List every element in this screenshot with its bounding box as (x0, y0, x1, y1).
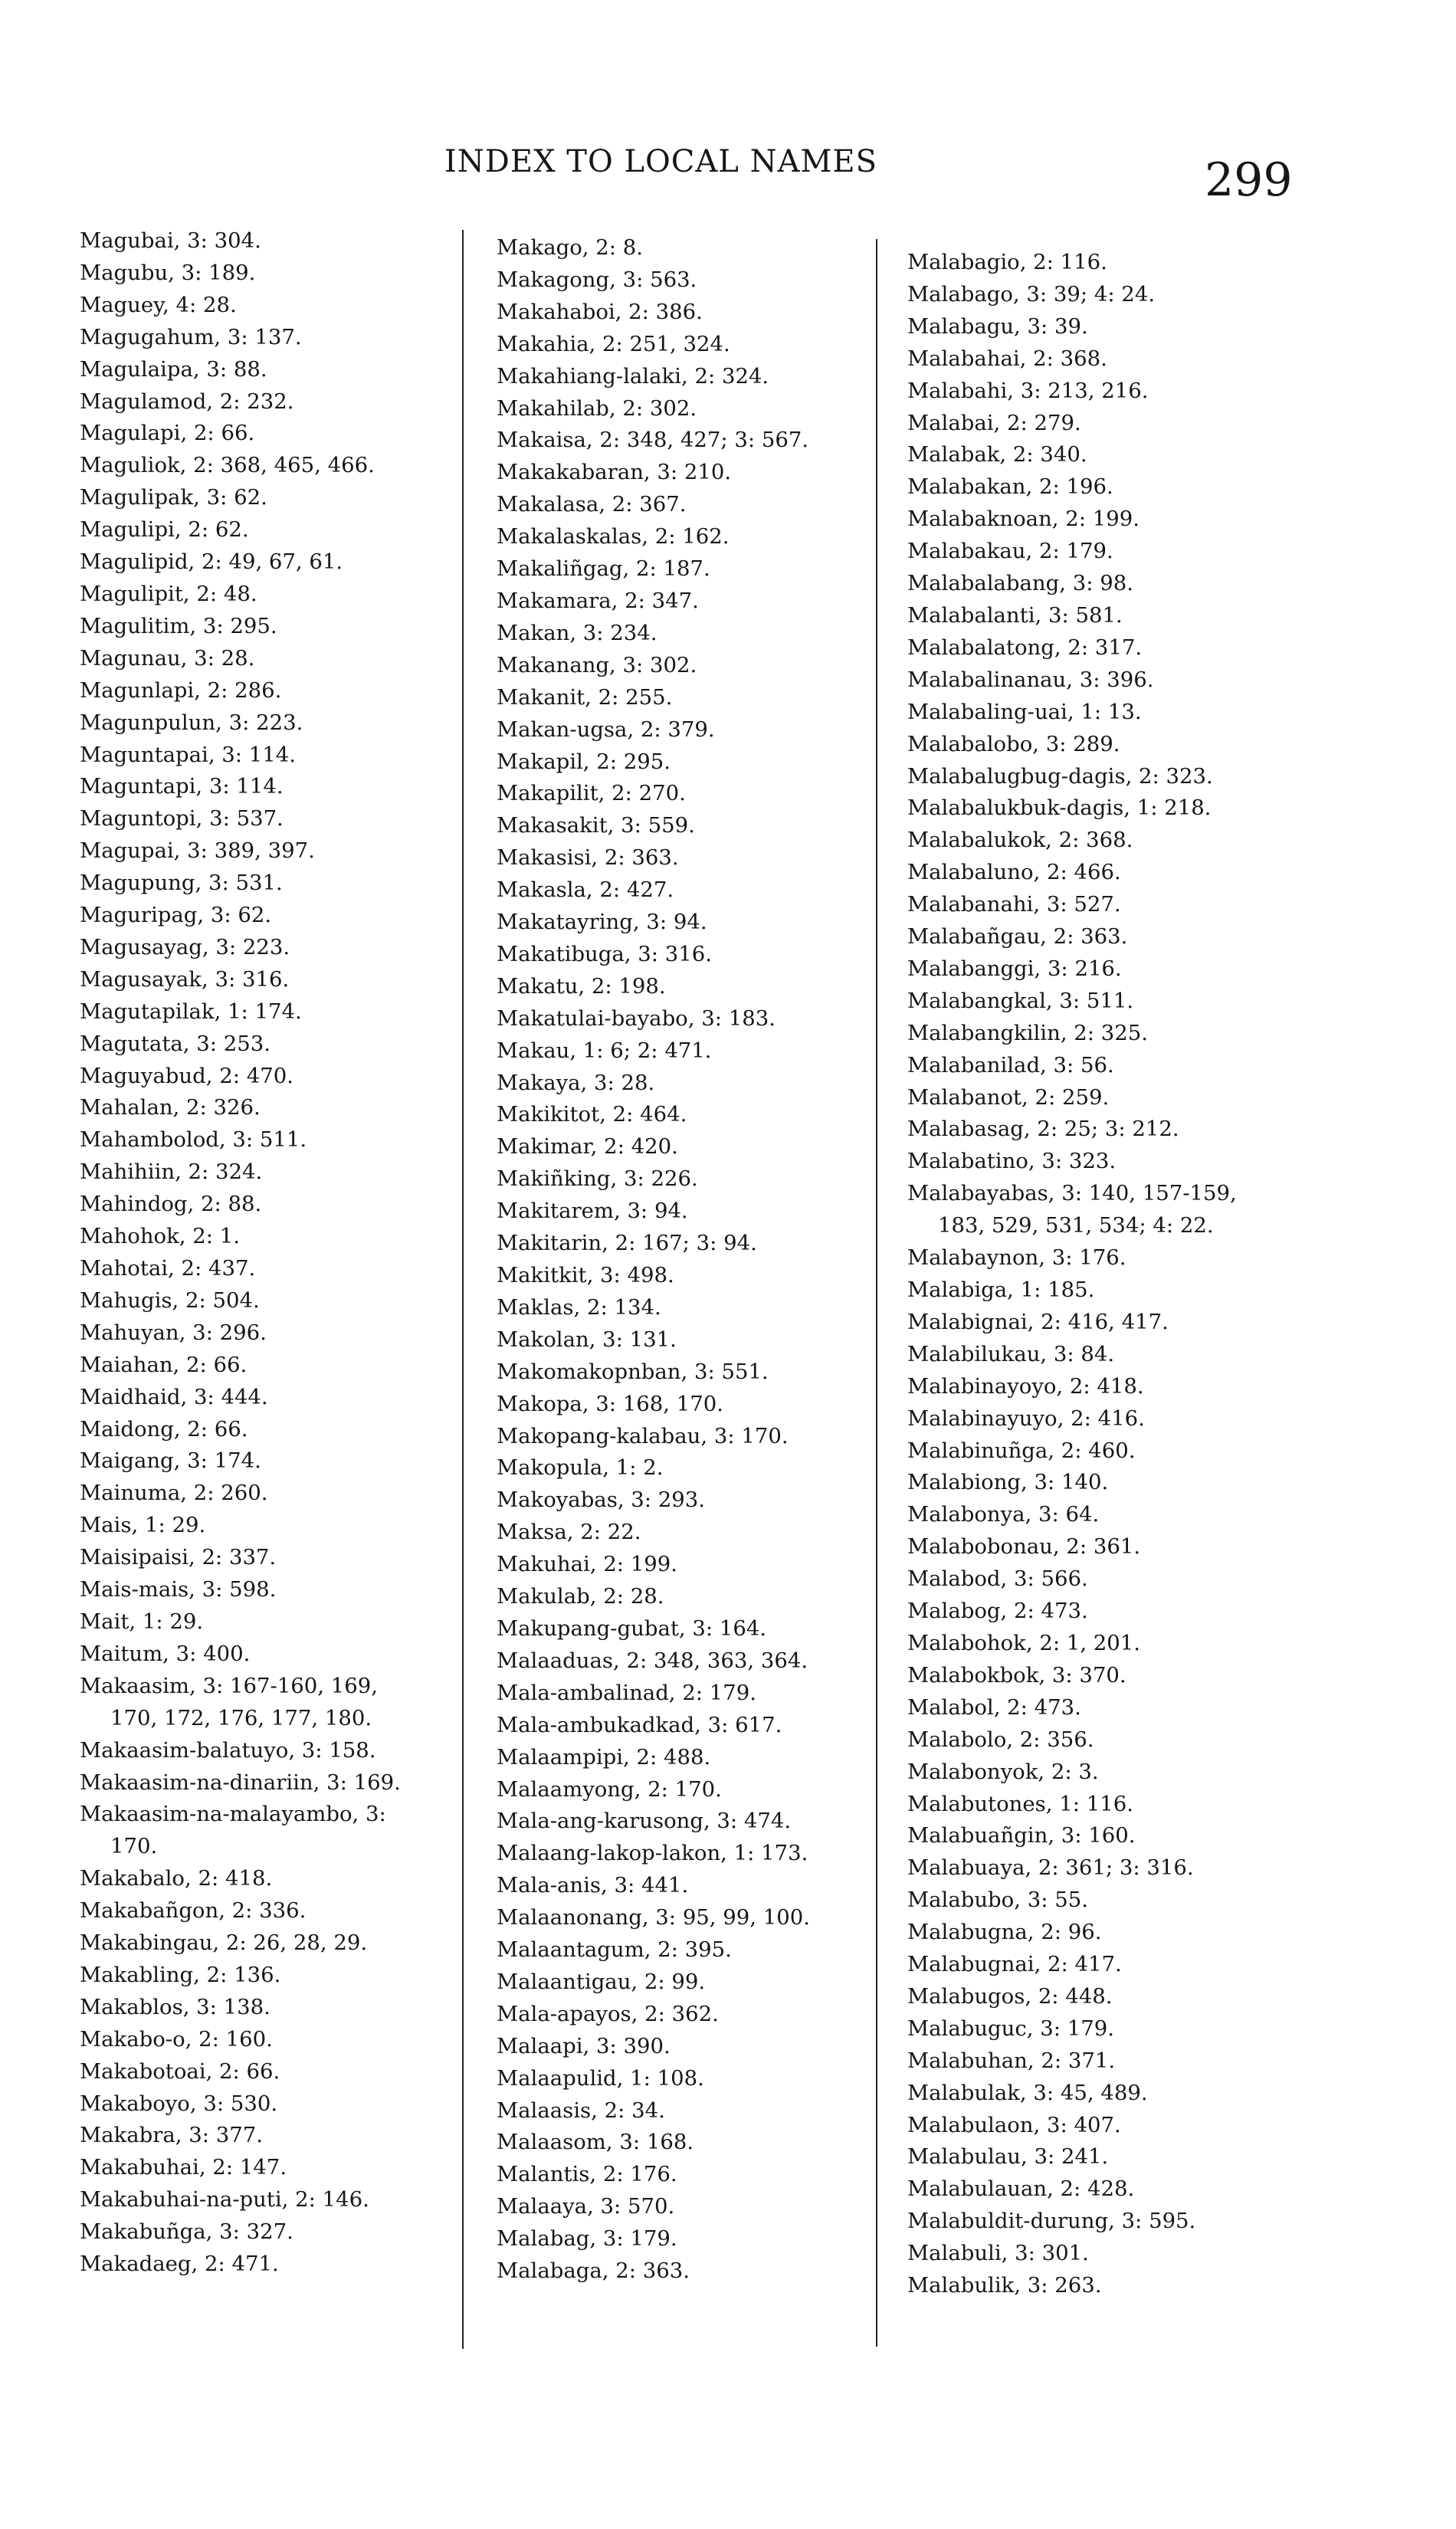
index-entry: Maguripag, 3: 62. (80, 903, 272, 928)
index-entry: Makaasim-balatuyo, 3: 158. (80, 1737, 376, 1763)
index-entry: Magutata, 3: 253. (80, 1031, 271, 1056)
index-entry: Maidhaid, 3: 444. (80, 1384, 268, 1409)
index-entry: Makabo-o, 2: 160. (80, 2026, 273, 2052)
index-entry: Makaliñgag, 2: 187. (497, 556, 710, 582)
index-entry: Makapilit, 2: 270. (497, 781, 686, 806)
index-entry: Malabalinanau, 3: 396. (907, 667, 1154, 692)
index-entry: Malabangkilin, 2: 325. (907, 1020, 1149, 1045)
index-entry: Makabuñga, 3: 327. (80, 2219, 293, 2245)
index-entry: Malabakau, 2: 179. (907, 539, 1113, 564)
index-entry: Malaapi, 3: 390. (497, 2033, 671, 2058)
index-entry: Maguyabud, 2: 470. (80, 1063, 293, 1088)
index-entry: Malabaynon, 3: 176. (907, 1245, 1126, 1271)
index-entry: Makatu, 2: 198. (497, 973, 666, 999)
index-entry: Maigang, 3: 174. (80, 1448, 261, 1474)
index-entry: Malabuli, 3: 301. (907, 2241, 1089, 2266)
index-entry: Makabotoai, 2: 66. (80, 2058, 280, 2084)
index-entry: Makabañgon, 2: 336. (80, 1898, 307, 1924)
index-entry: Malabanot, 2: 259. (907, 1084, 1110, 1110)
index-entry: Makikitot, 2: 464. (497, 1102, 687, 1127)
index-entry: Malabanahi, 3: 527. (907, 892, 1121, 917)
index-entry: Malabalatong, 2: 317. (907, 635, 1143, 660)
index-entry: Makatulai-bayabo, 3: 183. (497, 1005, 776, 1031)
index-entry: Malabag, 3: 179. (497, 2226, 677, 2252)
index-entry: Malaasis, 2: 34. (497, 2098, 665, 2123)
index-entry: Malabutones, 1: 116. (907, 1791, 1133, 1816)
index-entry: Malabonya, 3: 64. (907, 1502, 1100, 1527)
index-entry: Malaanonang, 3: 95, 99, 100. (497, 1905, 810, 1930)
index-entry: Maisipaisi, 2: 337. (80, 1545, 277, 1570)
index-entry: Makahaboi, 2: 386. (497, 299, 703, 324)
index-entry: Malabakan, 2: 196. (907, 474, 1113, 500)
index-entry: Magulipi, 2: 62. (80, 517, 249, 543)
index-entry: Malabalugbug-dagis, 2: 323. (907, 763, 1213, 789)
index-entry: Mala-anis, 3: 441. (497, 1873, 689, 1898)
index-entry: Malabuguc, 3: 179. (907, 2016, 1114, 2041)
index-entry: Magulipit, 2: 48. (80, 581, 257, 606)
index-entry: Malabiga, 1: 185. (907, 1278, 1095, 1302)
index-column-3 (907, 247, 1336, 2302)
index-entry: Maguntapai, 3: 114. (80, 742, 297, 767)
index-entry: Mala-ang-karusong, 3: 474. (497, 1809, 792, 1834)
index-entry: Magulamod, 2: 232. (80, 389, 294, 414)
index-entry: Maiahan, 2: 66. (80, 1352, 248, 1377)
index-entry: Malabinayoyo, 2: 418. (907, 1373, 1144, 1399)
index-entry: Malaang-lakop-lakon, 1: 173. (497, 1841, 808, 1866)
index-entry: Makakabaran, 3: 210. (497, 460, 732, 485)
index-entry: Magulipak, 3: 62. (80, 485, 267, 510)
index-entry: Makablos, 3: 138. (80, 1994, 271, 2019)
index-entry: Makaasim-na-dinariin, 3: 169. (80, 1770, 401, 1795)
index-entry: Makopa, 3: 168, 170. (497, 1391, 723, 1416)
index-entry: Malabolo, 2: 356. (907, 1727, 1094, 1752)
index-entry: Maklas, 2: 134. (497, 1294, 661, 1320)
index-entry: Malabak, 2: 340. (907, 442, 1087, 467)
index-entry: Magubu, 3: 189. (80, 260, 256, 285)
index-entry: Malabog, 2: 473. (907, 1599, 1088, 1624)
index-entry: Mahindog, 2: 88. (80, 1192, 262, 1217)
index-entry: Magunpulun, 3: 223. (80, 710, 303, 735)
index-entry: Maguliok, 2: 368, 465, 466. (80, 453, 375, 478)
index-entry: Malabangkal, 3: 511. (907, 988, 1134, 1013)
index-entry: Makopang-kalabau, 3: 170. (497, 1423, 789, 1448)
index-entry: Malabulaon, 3: 407. (907, 2112, 1121, 2137)
index-entry: Makalasa, 2: 367. (497, 492, 687, 517)
index-entry: Mala-apayos, 2: 362. (497, 2001, 719, 2026)
index-entry: Malabinayuyo, 2: 416. (907, 1406, 1145, 1431)
index-entry: Malabod, 3: 566. (907, 1566, 1088, 1592)
index-entry: Malabaluno, 2: 466. (907, 860, 1121, 885)
index-entry: Malabahai, 2: 368. (907, 346, 1107, 371)
index-entry: Magunau, 3: 28. (80, 645, 255, 671)
index-entry: Malabulik, 3: 263. (907, 2273, 1102, 2298)
index-entry: Malaapulid, 1: 108. (497, 2065, 704, 2091)
index-entry: Mais-mais, 3: 598. (80, 1577, 277, 1602)
index-entry: Malaamyong, 2: 170. (497, 1776, 722, 1802)
running-header: INDEX TO LOCAL NAMES (444, 144, 878, 179)
index-entry: Maidong, 2: 66. (80, 1416, 248, 1442)
index-entry: Malabanilad, 3: 56. (907, 1052, 1114, 1078)
index-entry: Makau, 1: 6; 2: 471. (497, 1038, 712, 1063)
index-entry: Malabalabang, 3: 98. (907, 571, 1133, 596)
index-entry: Mala-ambalinad, 2: 179. (497, 1680, 757, 1705)
index-entry: Maguey, 4: 28. (80, 292, 237, 317)
index-entry: Malabonyok, 2: 3. (907, 1759, 1099, 1784)
index-entry: Malantis, 2: 176. (497, 2162, 677, 2187)
index-entry: Malabalukok, 2: 368. (907, 828, 1133, 853)
index-entry: Magulaipa, 3: 88. (80, 356, 267, 382)
index-column-1 (80, 225, 509, 2281)
index-entry: Makatayring, 3: 94. (497, 910, 707, 935)
index-entry: Malabañgau, 2: 363. (907, 924, 1128, 950)
index-entry: Mahambolod, 3: 511. (80, 1127, 307, 1153)
index-entry: Makatibuga, 3: 316. (497, 941, 712, 966)
index-entry: Maksa, 2: 22. (497, 1520, 641, 1545)
index-entry: Malabanggi, 3: 216. (907, 956, 1122, 981)
index-entry: Malabaknoan, 2: 199. (907, 507, 1140, 532)
index-entry: Mainuma, 2: 260. (80, 1481, 268, 1506)
index-entry: Malabol, 2: 473. (907, 1694, 1081, 1720)
index-entry: Makapil, 2: 295. (497, 749, 671, 774)
index-entry: Malabagu, 3: 39. (907, 313, 1088, 339)
index-entry: Malabinuñga, 2: 460. (907, 1438, 1136, 1463)
index-entry: Makabuhai-na-puti, 2: 146. (80, 2187, 369, 2212)
index-entry: Malabahi, 3: 213, 216. (907, 378, 1149, 403)
index-entry: Mahalan, 2: 326. (80, 1095, 261, 1120)
index-entry: Makago, 2: 8. (497, 235, 643, 260)
index-entry: Makagong, 3: 563. (497, 267, 697, 292)
index-entry: Malabuañgin, 3: 160. (907, 1823, 1136, 1848)
index-entry: Makalaskalas, 2: 162. (497, 524, 730, 549)
index-entry: Makupang-gubat, 3: 164. (497, 1615, 767, 1641)
index-entry: Makitkit, 3: 498. (497, 1263, 674, 1287)
index-entry: Makanit, 2: 255. (497, 684, 673, 710)
index-entry: Makanang, 3: 302. (497, 652, 697, 677)
index-entry: Malabugnai, 2: 417. (907, 1952, 1122, 1977)
index-entry: Magunlapi, 2: 286. (80, 677, 282, 703)
index-entry: Makasisi, 2: 363. (497, 845, 679, 871)
index-entry: Mahugis, 2: 504. (80, 1287, 260, 1313)
index-entry: Malabatino, 3: 323. (907, 1149, 1117, 1174)
index-entry: Malaantagum, 2: 395. (497, 1937, 732, 1963)
index-entry: Makan-ugsa, 2: 379. (497, 717, 715, 742)
index-entry: Malabobonau, 2: 361. (907, 1534, 1141, 1560)
index-entry: Magusayag, 3: 223. (80, 934, 290, 959)
index-entry: Makaboyo, 3: 530. (80, 2091, 278, 2116)
index-entry: Makabling, 2: 136. (80, 1962, 281, 1987)
index-entry: Makitarin, 2: 167; 3: 94. (497, 1231, 757, 1256)
index-entry: Malabiong, 3: 140. (907, 1470, 1109, 1495)
index-entry: Malabago, 3: 39; 4: 24. (907, 281, 1156, 307)
index-entry: Makaisa, 2: 348, 427; 3: 567. (497, 428, 809, 453)
index-entry: Makopula, 1: 2. (497, 1455, 664, 1481)
index-entry: Malabalukbuk-dagis, 1: 218. (907, 795, 1212, 821)
index-entry: Malaaya, 3: 570. (497, 2194, 675, 2219)
index-entry: Makasakit, 3: 559. (497, 813, 695, 838)
index-entry: Malabilukau, 3: 84. (907, 1341, 1115, 1366)
index-entry: Magulapi, 2: 66. (80, 421, 255, 446)
index-entry: Makiñking, 3: 226. (497, 1166, 698, 1192)
index-entry: Malabugna, 2: 96. (907, 1920, 1102, 1945)
index-entry: Malabagio, 2: 116. (907, 250, 1107, 274)
index-entry: Maguntapi, 3: 114. (80, 774, 284, 799)
index-entry: Makasla, 2: 427. (497, 877, 674, 903)
index-entry: Makahiang-lalaki, 2: 324. (497, 363, 769, 389)
index-entry: Mais, 1: 29. (80, 1513, 206, 1538)
index-entry: Malabalanti, 3: 581. (907, 602, 1123, 628)
index-entry: Maguntopi, 3: 537. (80, 806, 284, 832)
index-entry: Makamara, 2: 347. (497, 588, 699, 613)
index-entry: Makulab, 2: 28. (497, 1584, 664, 1609)
index-entry: Magulitim, 3: 295. (80, 613, 277, 638)
index-entry: Makitarem, 3: 94. (497, 1199, 688, 1224)
index-entry: Makadaeg, 2: 471. (80, 2252, 279, 2277)
index-entry: Makahia, 2: 251, 324. (497, 331, 730, 356)
index-entry: Makabalo, 2: 418. (80, 1866, 273, 1891)
index-entry: Makabuhai, 2: 147. (80, 2155, 287, 2180)
index-entry: Malabuldit-durung, 3: 595. (907, 2209, 1196, 2234)
index-entry: Malabulak, 3: 45, 489. (907, 2080, 1148, 2105)
index-entry: Malabuhan, 2: 371. (907, 2048, 1116, 2073)
index-entry: Makahilab, 2: 302. (497, 395, 697, 421)
index-entry: Mait, 1: 29. (80, 1609, 204, 1634)
index-entry: Makabingau, 2: 26, 28, 29. (80, 1930, 368, 1956)
index-entry: Makuhai, 2: 199. (497, 1552, 678, 1577)
index-entry: Makaya, 3: 28. (497, 1070, 655, 1095)
index-entry: Malabulau, 3: 241. (907, 2144, 1109, 2170)
index-entry-continuation: 183, 529, 531, 534; 4: 22. (938, 1213, 1214, 1238)
index-entry-continuation: 170, 172, 176, 177, 180. (110, 1705, 372, 1730)
index-entry: Mahohok, 2: 1. (80, 1224, 240, 1249)
index-entry-continuation: 170. (110, 1834, 158, 1859)
index-entry: Malabasag, 2: 25; 3: 212. (907, 1117, 1179, 1142)
index-entry: Malabalobo, 3: 289. (907, 731, 1120, 756)
index-entry: Magusayak, 3: 316. (80, 966, 290, 992)
index-entry: Malabokbok, 3: 370. (907, 1662, 1126, 1688)
index-entry: Mala-ambukadkad, 3: 617. (497, 1712, 782, 1737)
index-entry: Makaasim-na-malayambo, 3: (80, 1802, 386, 1827)
index-column-2 (497, 232, 926, 2288)
index-entry: Magutapilak, 1: 174. (80, 999, 302, 1024)
index-entry: Malabulauan, 2: 428. (907, 2176, 1135, 2202)
index-entry: Magulipid, 2: 49, 67, 61. (80, 549, 343, 575)
index-entry: Malabaling-uai, 1: 13. (907, 699, 1142, 724)
index-entry: Malabubo, 3: 55. (907, 1888, 1088, 1913)
index-entry: Malaaduas, 2: 348, 363, 364. (497, 1648, 808, 1673)
index-entry: Magupai, 3: 389, 397. (80, 838, 315, 864)
index-entry: Malabignai, 2: 416, 417. (907, 1309, 1169, 1334)
index-entry: Malabayabas, 3: 140, 157-159, (907, 1181, 1237, 1206)
index-entry: Maitum, 3: 400. (80, 1641, 251, 1666)
index-entry: Makolan, 3: 131. (497, 1327, 677, 1352)
index-entry: Makan, 3: 234. (497, 620, 657, 645)
index-entry: Magubai, 3: 304. (80, 228, 261, 253)
page-number: 299 (1205, 153, 1293, 207)
index-entry: Malabugos, 2: 448. (907, 1983, 1113, 2009)
index-entry: Mahihiin, 2: 324. (80, 1160, 263, 1185)
index-entry: Malabaga, 2: 363. (497, 2258, 690, 2284)
index-entry: Makimar, 2: 420. (497, 1134, 678, 1160)
index-entry: Malaasom, 3: 168. (497, 2130, 694, 2155)
index-entry: Magugahum, 3: 137. (80, 324, 302, 349)
index-entry: Malabai, 2: 279. (907, 410, 1081, 435)
index-entry: Makabra, 3: 377. (80, 2123, 263, 2148)
index-entry: Malaantigau, 2: 99. (497, 1969, 706, 1994)
index-entry: Makaasim, 3: 167-160, 169, (80, 1673, 378, 1698)
index-entry: Makomakopnban, 3: 551. (497, 1359, 769, 1384)
index-entry: Malabuaya, 2: 361; 3: 316. (907, 1855, 1194, 1881)
index-entry: Makoyabas, 3: 293. (497, 1488, 706, 1513)
index-entry: Malaampipi, 2: 488. (497, 1744, 711, 1770)
index-entry: Magupung, 3: 531. (80, 871, 283, 896)
index-entry: Mahuyan, 3: 296. (80, 1320, 267, 1345)
index-entry: Malabohok, 2: 1, 201. (907, 1630, 1141, 1655)
index-entry: Mahotai, 2: 437. (80, 1256, 256, 1281)
